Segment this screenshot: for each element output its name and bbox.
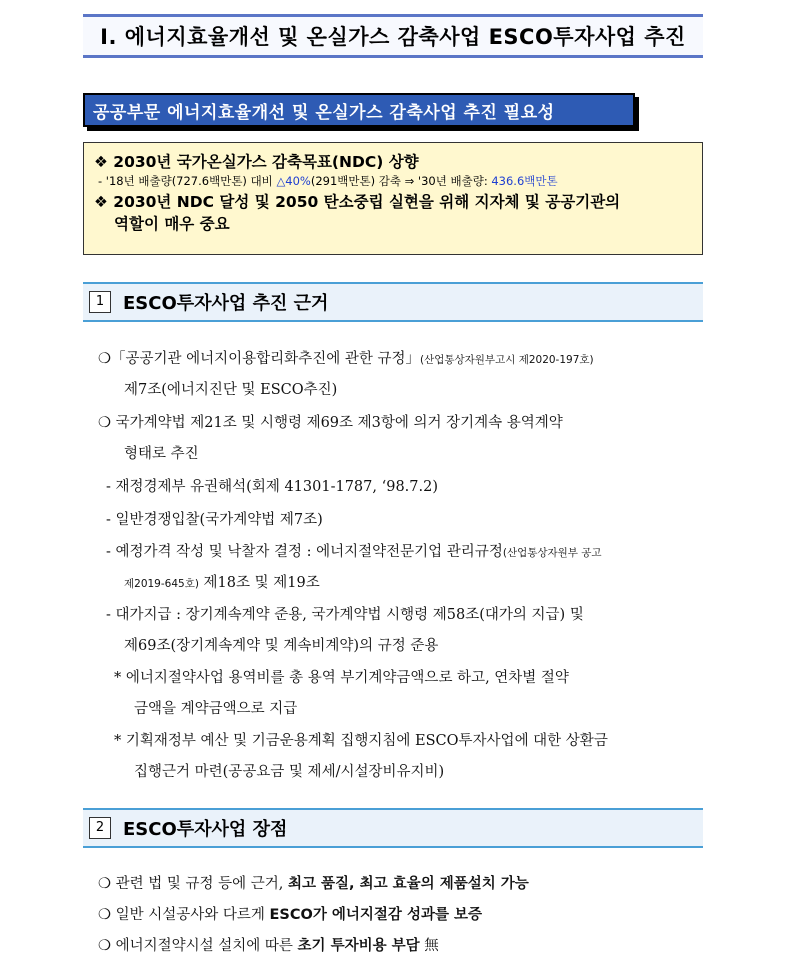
section-2-title: ESCO투자사업 장점 [123,819,288,840]
s1-line-1a-small: (산업통상자원부고시 제2020-197호) [419,354,594,366]
s1-line-5a [106,540,602,561]
section-1-title: ESCO투자사업 추진 근거 [123,293,329,314]
s2-merit-2-bold: ESCO가 에너지절감 성과를 보증 [269,907,483,923]
s2-merit-3-pre: ❍ 에너지절약시설 설치에 따른 [98,938,298,954]
s2-merit-3-post: 無 [419,938,439,954]
s2-merit-1 [98,872,529,893]
s1-line-1b: 제7조(에너지진단 및 ESCO추진) [124,382,338,398]
section-1-number: 1 [89,291,111,313]
s1-line-4: - 일반경쟁입찰(국가계약법 제7조) [106,512,323,528]
summary-sub-val: 436.6백만톤 [491,174,558,188]
s1-line-5b-text: 제18조 및 제19조 [198,575,320,591]
s2-merit-1-bold: 최고 품질, 최고 효율의 제품설치 가능 [287,876,529,892]
s2-merit-2-pre: ❍ 일반 시설공사와 다르게 [98,907,270,923]
s1-line-2a: ❍ 국가계약법 제21조 및 시행령 제69조 제3항에 의거 장기계속 용역계약 [98,415,563,431]
s1-line-8a: * 기획재정부 예산 및 기금운용계획 집행지침에 ESCO투자사업에 대한 상환금 [114,733,608,749]
s1-line-1a [98,347,594,368]
section-1-header [83,282,703,322]
s2-merit-3-bold: 초기 투자비용 부담 [297,938,420,954]
section-2-header [83,808,703,848]
summary-sub-pre: - '18년 배출량(727.6백만톤) 대비 [98,174,277,188]
s2-merit-3 [98,934,439,955]
summary-bullet-1: ❖ 2030년 국가온실가스 감축목표(NDC) 상향 [94,153,419,171]
summary-box [83,142,703,255]
summary-sub-pct: △40% [276,174,311,188]
need-label: 공공부문 에너지효율개선 및 온실가스 감축사업 추진 필요성 [83,93,635,127]
s1-line-6a: - 대가지급 : 장기계속계약 준용, 국가계약법 시행령 제58조(대가의 지급) 및 [106,607,584,623]
summary-bullet-2b: 역할이 매우 중요 [114,215,230,233]
s1-line-5a-text: - 예정가격 작성 및 낙찰자 결정 : 에너지절약전문기업 관리규정 [106,544,503,560]
section-2-number: 2 [89,817,111,839]
summary-sub [94,173,692,189]
s1-line-7b: 금액을 계약금액으로 지급 [134,701,298,717]
s1-line-5a-small: (산업통상자원부 공고 [502,547,602,559]
s1-line-5b [124,571,320,592]
s1-line-2b: 형태로 추진 [124,446,199,462]
s1-line-8b: 집행근거 마련(공공요금 및 제세/시설장비유지비) [134,764,445,780]
chapter-title: Ⅰ. 에너지효율개선 및 온실가스 감축사업 ESCO투자사업 추진 [83,14,703,58]
s1-line-5b-small: 제2019-645호) [124,578,199,590]
s1-line-6b: 제69조(장기계속계약 및 계속비계약)의 규정 준용 [124,638,439,654]
summary-sub-mid: (291백만톤) 감축 ⇒ '30년 배출량: [310,174,492,188]
s2-merit-2 [98,903,482,924]
s2-merit-1-pre: ❍ 관련 법 및 규정 등에 근거, [98,876,288,892]
s1-line-3: - 재정경제부 유권해석(회제 41301-1787, ‘98.7.2) [106,479,438,495]
s1-line-1a-text: ❍「공공기관 에너지이용합리화추진에 관한 규정」 [98,351,420,367]
s1-line-7a: * 에너지절약사업 용역비를 총 용역 부기계약금액으로 하고, 연차별 절약 [114,670,569,686]
summary-bullet-2a: ❖ 2030년 NDC 달성 및 2050 탄소중립 실현을 위해 지자체 및 공공기관의 [94,193,621,211]
